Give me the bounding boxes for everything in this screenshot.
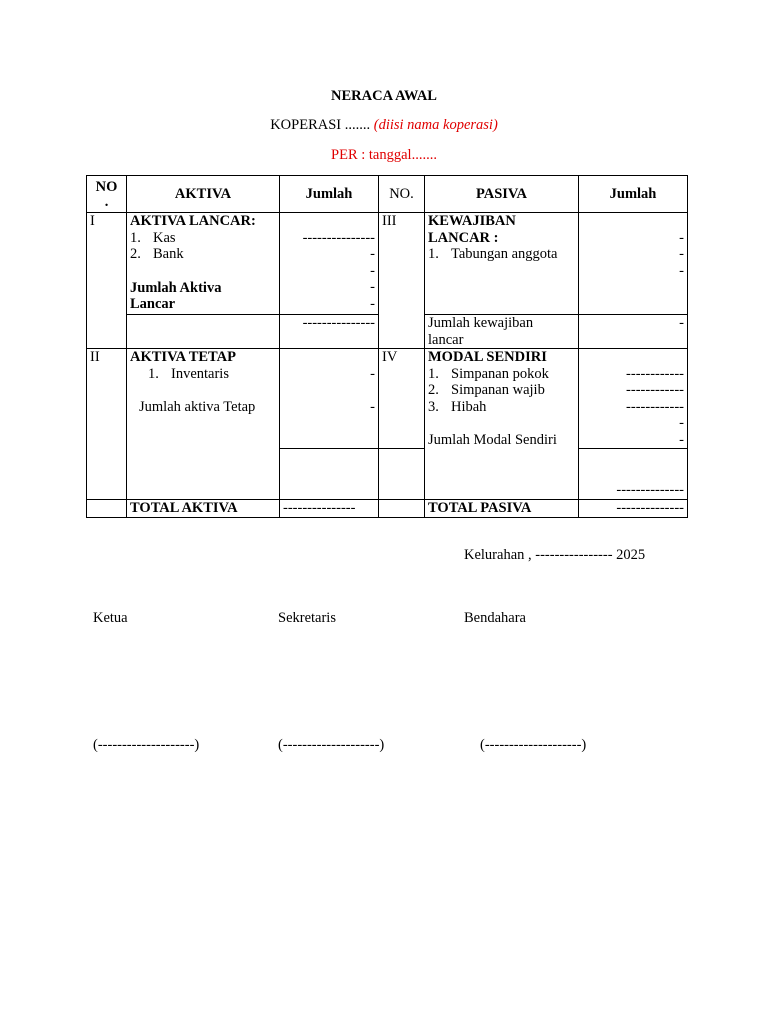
section-iv-no: IV (379, 349, 425, 449)
table-row (87, 349, 688, 449)
list-item: 1. Simpanan pokok (428, 365, 549, 382)
signer-bendahara: Bendahara (464, 610, 526, 626)
signer-ketua: Ketua (93, 610, 128, 626)
total-pasiva-amount: -------------- (579, 500, 688, 518)
aktiva-lancar-cell (127, 213, 280, 315)
modal-sendiri-extra-amount: -------------- (579, 449, 688, 500)
list-item: 3. Hibah (428, 398, 487, 415)
blank-cell (379, 500, 425, 518)
jumlah-aktiva-tetap-label: Jumlah aktiva Tetap (139, 398, 256, 415)
aktiva-lancar-amounts: --------------- - - - - (280, 213, 379, 315)
place-date: Kelurahan , ---------------- 2025 (464, 547, 646, 563)
signature-line-sekretaris: (--------------------) (278, 737, 385, 753)
header-no-right: NO. (379, 176, 425, 213)
header-pasiva: PASIVA (425, 176, 579, 213)
list-item: 1. Inventaris (148, 365, 229, 382)
header-jumlah-right: Jumlah (579, 176, 688, 213)
header-jumlah-left: Jumlah (280, 176, 379, 213)
signer-sekretaris: Sekretaris (278, 610, 336, 626)
list-item: 1. Tabungan anggota (428, 246, 558, 262)
signature-line-ketua: (--------------------) (93, 737, 200, 753)
aktiva-tetap-amounts: - - (280, 349, 379, 449)
list-item: 2. Bank (130, 246, 184, 262)
table-row (87, 213, 688, 315)
signature-line-bendahara: (--------------------) (480, 737, 587, 753)
total-aktiva-amount: --------------- (280, 500, 379, 518)
table-row (87, 500, 688, 518)
koperasi-line (0, 117, 768, 134)
list-item: 1. Kas (130, 229, 176, 246)
aktiva-tetap-title: AKTIVA TETAP (130, 349, 236, 365)
header-no-left: NO . (87, 176, 127, 213)
kewajiban-lancar-cell (425, 213, 579, 315)
blank-cell (379, 449, 425, 500)
jumlah-modal-sendiri-label: Jumlah Modal Sendiri (428, 431, 557, 448)
per-date-line: PER : tanggal....... (331, 147, 437, 163)
kewajiban-lancar-amounts: - - - (579, 213, 688, 315)
section-ii-no: II (87, 349, 127, 500)
modal-sendiri-amounts: ------------ ------------ ------------ - - (579, 349, 688, 449)
section-i-no: I (87, 213, 127, 349)
aktiva-lancar-total-amount: --------------- (280, 315, 379, 349)
aktiva-tetap-cell (127, 349, 280, 500)
kewajiban-lancar-title: KEWAJIBAN LANCAR : (428, 213, 516, 246)
list-item: 2. Simpanan wajib (428, 382, 545, 398)
total-aktiva-label: TOTAL AKTIVA (127, 500, 280, 518)
balance-sheet-table (86, 175, 688, 518)
table-header-row (87, 176, 688, 213)
modal-sendiri-title: MODAL SENDIRI (428, 349, 547, 365)
blank-cell (280, 449, 379, 500)
koperasi-note: (diisi nama koperasi) (373, 117, 498, 133)
jumlah-kewajiban-lancar-label: Jumlah kewajiban lancar (425, 315, 579, 349)
total-pasiva-label: TOTAL PASIVA (425, 500, 579, 518)
koperasi-prefix: KOPERASI ....... (270, 117, 374, 133)
section-iii-no: III (379, 213, 425, 349)
header-aktiva: AKTIVA (127, 176, 280, 213)
aktiva-lancar-subtotal-blank (127, 315, 280, 349)
jumlah-aktiva-lancar-label: Jumlah Aktiva Lancar (130, 279, 222, 312)
aktiva-lancar-title: AKTIVA LANCAR: (130, 213, 256, 229)
document-title: NERACA AWAL (331, 88, 437, 104)
modal-sendiri-cell (425, 349, 579, 500)
blank-cell (87, 500, 127, 518)
kewajiban-lancar-total-amount: - (579, 315, 688, 349)
